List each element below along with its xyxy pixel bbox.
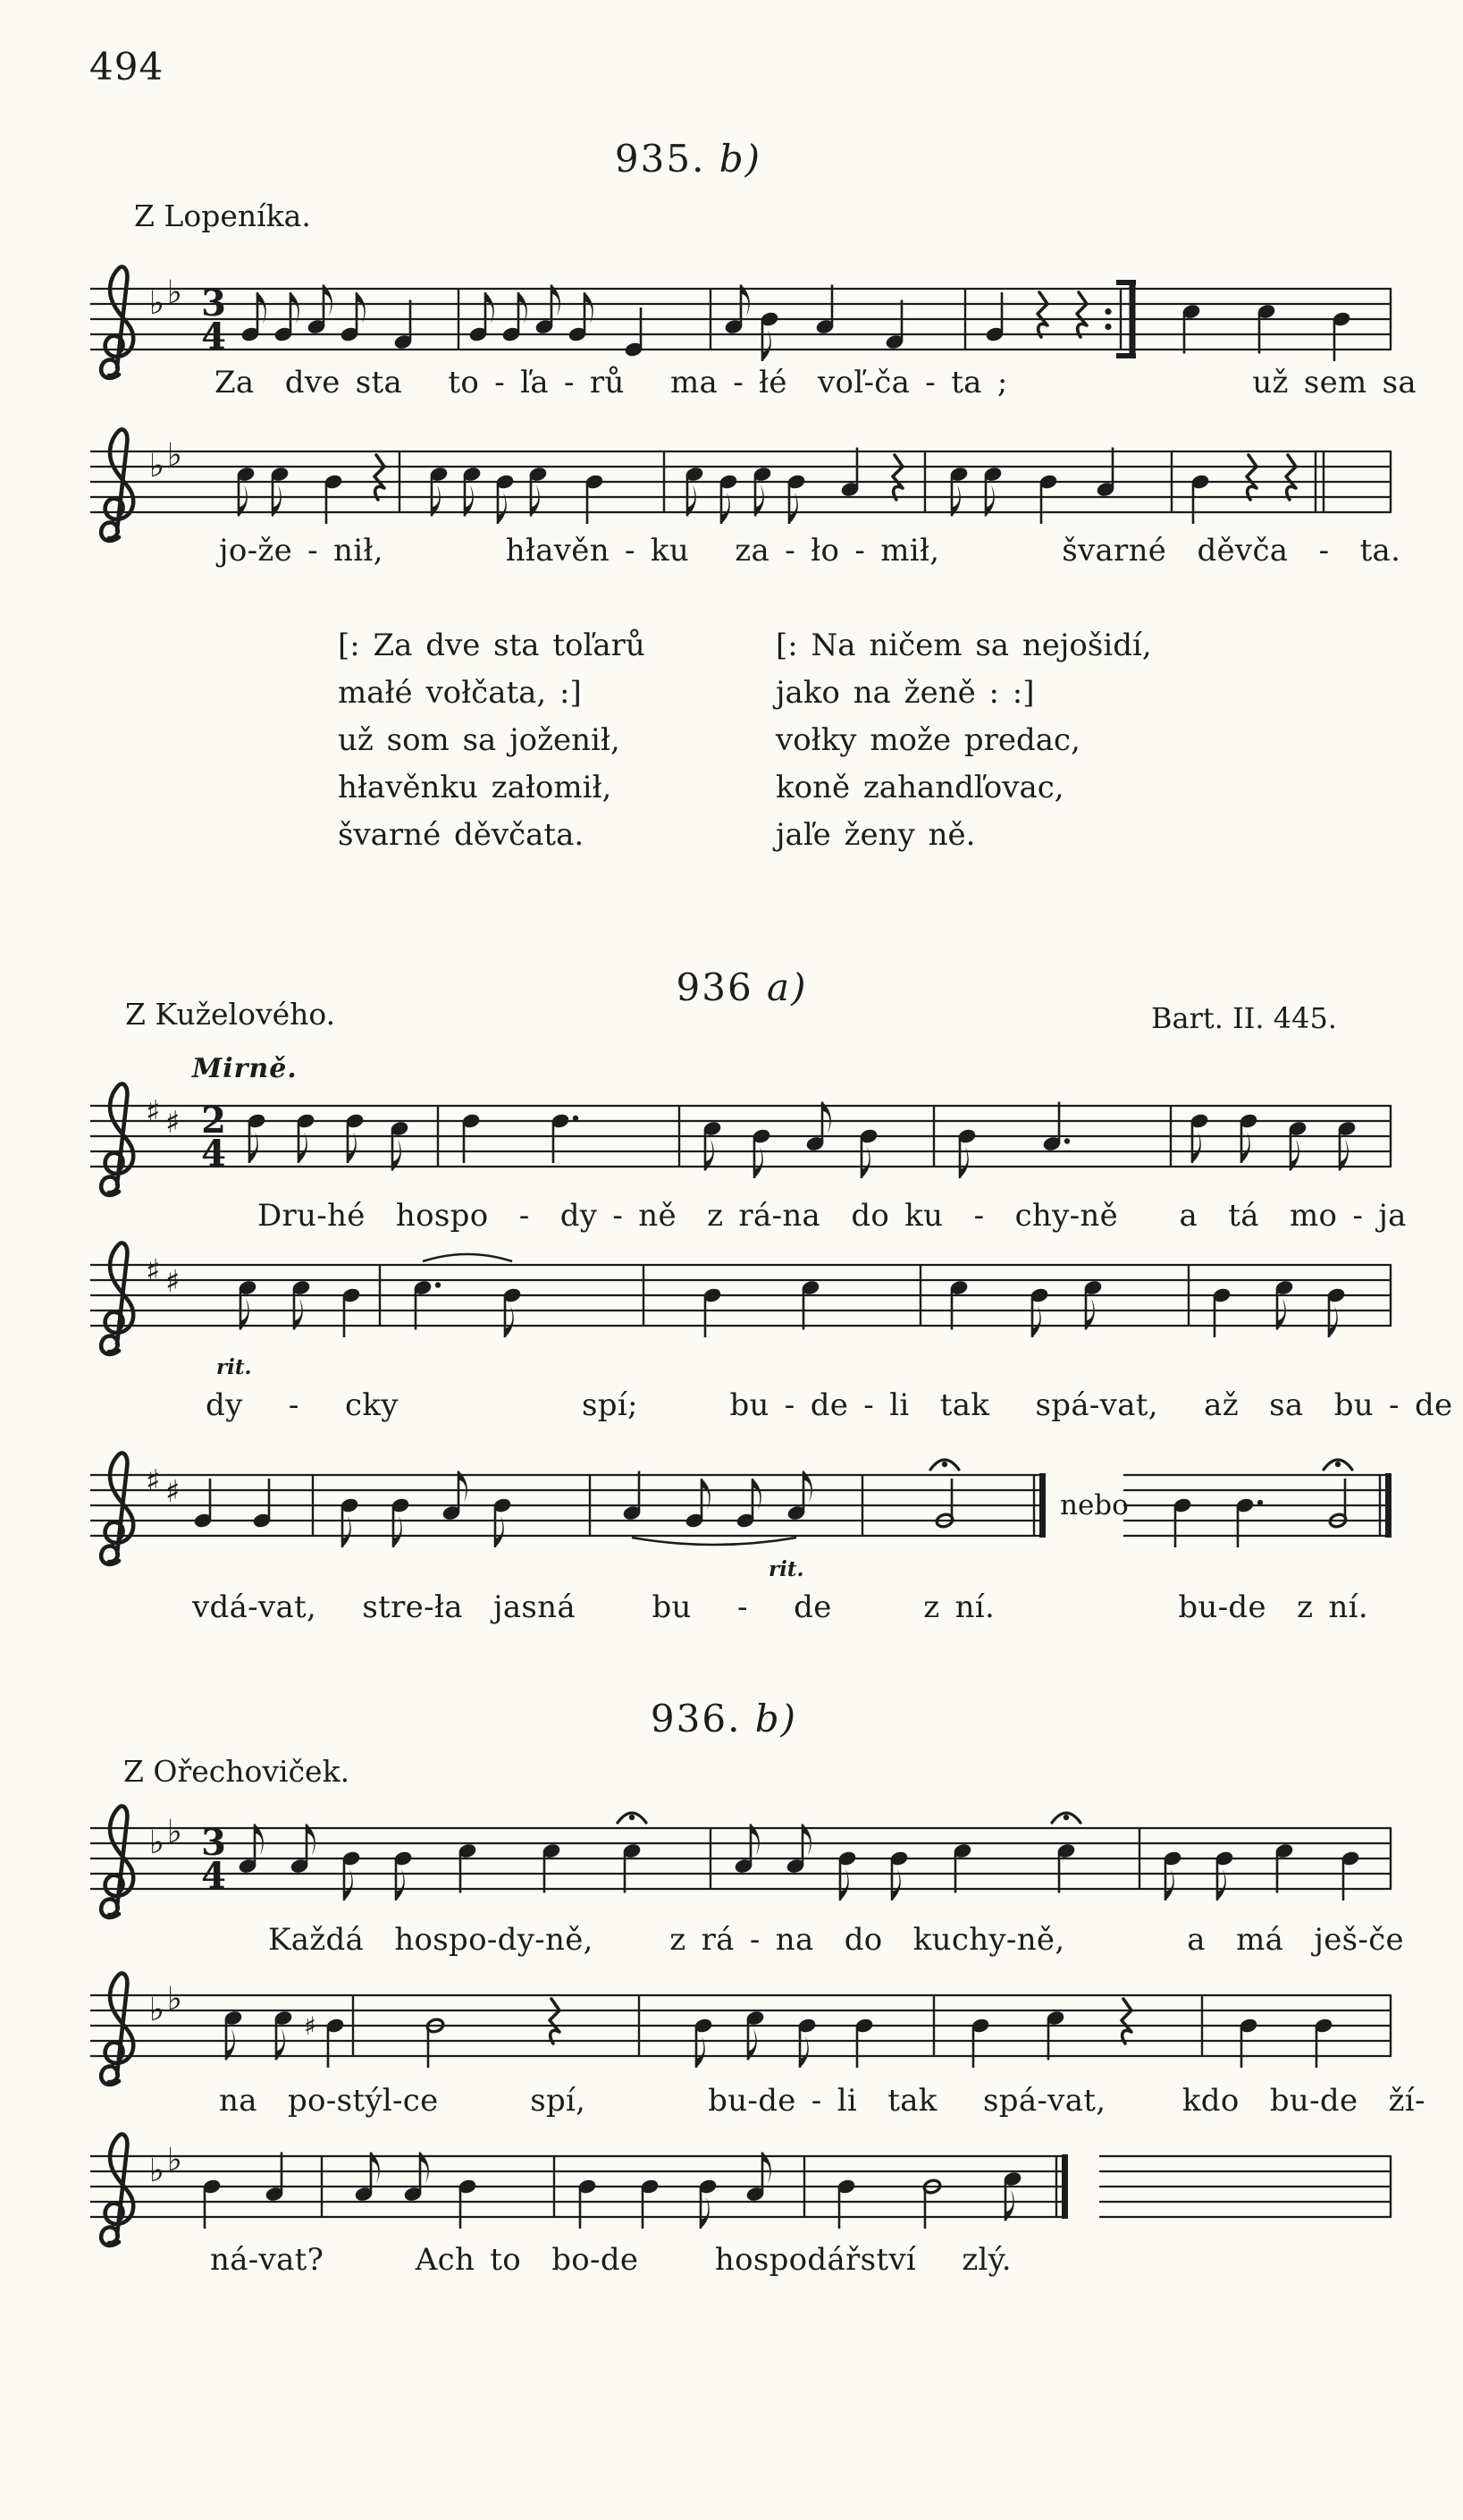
lyric-line: vdá-vat, stre-ła jasná bu - de z ní. bu-de z ní. bbox=[192, 1589, 1368, 1625]
lyric-line: Za dve sta to - ľa - rů ma - łé voľ-ča - ta ; už sem sa bbox=[214, 365, 1417, 400]
svg-text:♯: ♯ bbox=[165, 1264, 181, 1300]
page-number: 494 bbox=[89, 45, 164, 88]
svg-text:4: 4 bbox=[201, 1133, 226, 1175]
verse-line: vołky može predac, bbox=[776, 722, 1080, 758]
svg-text:♭: ♭ bbox=[149, 1992, 164, 2028]
svg-text:♯: ♯ bbox=[146, 1094, 161, 1130]
rit-marking: rit. bbox=[769, 1557, 804, 1581]
svg-text:♭: ♭ bbox=[149, 285, 164, 322]
svg-text:4: 4 bbox=[201, 316, 226, 358]
rit-marking: rit. bbox=[216, 1355, 252, 1379]
song-number: 936. bbox=[650, 1697, 742, 1740]
lyric-line: dy - cky spí; bu - de - li tak spá-vat, až sa bu - de bbox=[206, 1387, 1453, 1423]
song-number: 936 bbox=[676, 965, 753, 1009]
music-staff bbox=[85, 1079, 1399, 1213]
lyric-line: na po-stýl-ce spí, bu-de - li tak spá-vat, kdo bu-de ží- bbox=[219, 2083, 1425, 2119]
song-heading-935b bbox=[0, 137, 1376, 181]
song-number: 935. bbox=[614, 137, 706, 181]
svg-text:♯: ♯ bbox=[165, 1474, 181, 1510]
svg-text:♭: ♭ bbox=[167, 1814, 182, 1850]
verse-line: hłavěnku załomił, bbox=[338, 770, 612, 805]
music-staff bbox=[85, 1448, 1399, 1582]
verse-line: małé vołčata, :] bbox=[338, 675, 582, 711]
verse-line: koně zahandľovac, bbox=[776, 770, 1064, 805]
verse-line: [: Za dve sta toľarů bbox=[338, 628, 645, 663]
svg-text:♯: ♯ bbox=[146, 1253, 161, 1289]
song-source-935b: Z Lopeníka. bbox=[134, 198, 311, 233]
collection-reference: Bart. II. 445. bbox=[1151, 1001, 1337, 1035]
song-source-936a: Z Kuželového. bbox=[125, 997, 336, 1032]
svg-text:4: 4 bbox=[201, 1855, 226, 1897]
music-staff bbox=[85, 1801, 1399, 1935]
svg-text:♭: ♭ bbox=[167, 437, 182, 474]
svg-text:2: 2 bbox=[201, 1100, 226, 1142]
song-heading-936b bbox=[18, 1697, 1430, 1740]
lyric-line: jo-že - nił, hłavěn - ku za - ło - mił, švarné děvča - ta. bbox=[219, 533, 1401, 569]
verse-column-2 bbox=[776, 622, 1152, 859]
verse-line: jaľe ženy ně. bbox=[776, 817, 976, 853]
verse-line: jako na ženě : :] bbox=[776, 675, 1035, 711]
svg-text:♭: ♭ bbox=[167, 1981, 182, 2018]
verse-line: švarné děvčata. bbox=[338, 817, 584, 853]
verse-line: už som sa joženił, bbox=[338, 722, 620, 758]
song-variant-letter: b) bbox=[754, 1697, 798, 1740]
nebo-label: nebo bbox=[1060, 1489, 1129, 1521]
svg-text:♭: ♭ bbox=[149, 1825, 164, 1861]
svg-text:♯: ♯ bbox=[304, 2011, 316, 2041]
song-variant-letter: a) bbox=[767, 965, 808, 1009]
song-variant-letter: b) bbox=[719, 137, 762, 181]
lyric-line: ná-vat? Ach to bo-de hospodářství zlý. bbox=[210, 2242, 1012, 2278]
svg-text:3: 3 bbox=[201, 1822, 226, 1864]
svg-text:♯: ♯ bbox=[165, 1105, 181, 1141]
song-source-936b: Z Ořechoviček. bbox=[123, 1754, 350, 1789]
tempo-marking: Mirně. bbox=[192, 1053, 298, 1084]
svg-text:♭: ♭ bbox=[149, 448, 164, 485]
verse-line: [: Na ničem sa nejošidí, bbox=[776, 628, 1152, 663]
svg-text:♭: ♭ bbox=[167, 2142, 182, 2179]
svg-text:♭: ♭ bbox=[167, 274, 182, 311]
lyric-line: Každá hospo-dy-ně, z rá - na do kuchy-ně, a má ješ-če bbox=[268, 1922, 1404, 1958]
verse-column-1 bbox=[338, 622, 645, 859]
lyric-line: Dru-hé hospo - dy - ně z rá-na do ku - chy-ně a tá mo - ja bbox=[257, 1198, 1407, 1234]
svg-text:3: 3 bbox=[201, 282, 226, 324]
svg-text:♯: ♯ bbox=[146, 1463, 161, 1499]
svg-text:♭: ♭ bbox=[149, 2153, 164, 2189]
music-staff bbox=[85, 1238, 1399, 1372]
